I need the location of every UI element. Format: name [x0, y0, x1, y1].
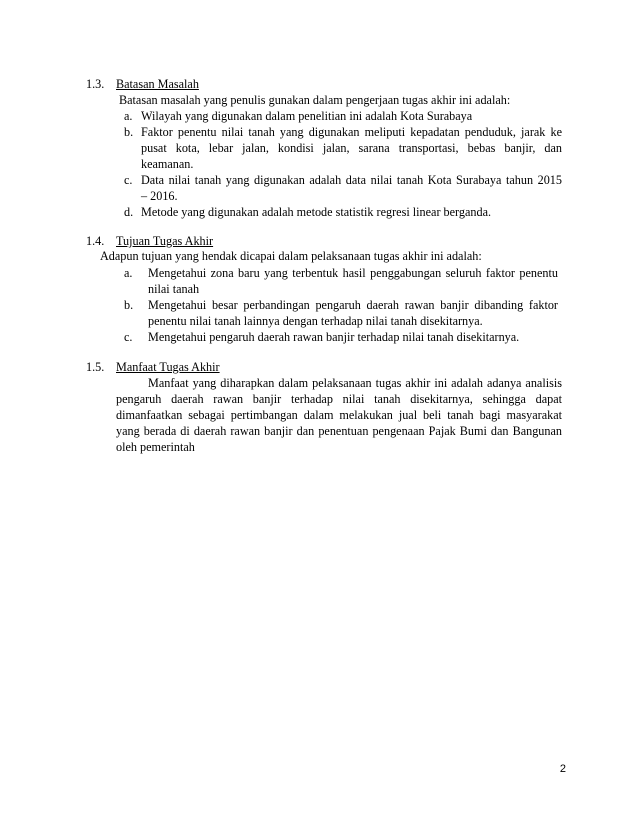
section-intro: Batasan masalah yang penulis gunakan dalam pengerjaan tugas akhir ini adalah:: [119, 93, 511, 107]
section-heading: Tujuan Tugas Akhir: [116, 234, 214, 248]
section-number: 1.4.: [86, 234, 105, 248]
section-number: 1.3.: [86, 77, 105, 91]
list-item-text: Mengetahui zona baru yang terbentuk hasil penggabungan seluruh faktor penentu: [148, 266, 558, 280]
list-item-text: Mengetahui besar perbandingan pengaruh daerah rawan banjir dibanding faktor: [148, 298, 558, 312]
list-item-label: d.: [124, 205, 134, 219]
section-heading: Batasan Masalah: [116, 77, 199, 91]
paragraph-line: pengaruh daerah rawan banjir terhadap nilai tanah disekitarnya, sehingga dapat: [116, 392, 562, 406]
list-item-text: pusat kota, lebar jalan, kondisi jalan, sarana transportasi, bebas banjir, dan: [141, 141, 562, 155]
list-item-text: Data nilai tanah yang digunakan adalah data nilai tanah Kota Surabaya tahun 2015: [141, 173, 562, 187]
section-intro: Adapun tujuan yang hendak dicapai dalam pelaksanaan tugas akhir ini adalah:: [100, 249, 482, 263]
list-item-text: Mengetahui pengaruh daerah rawan banjir terhadap nilai tanah disekitarnya.: [148, 330, 520, 344]
paragraph-line: oleh pemerintah: [116, 440, 195, 454]
list-item-text: nilai tanah: [148, 282, 200, 296]
page-number: 2: [559, 763, 566, 775]
list-item-label: c.: [124, 173, 133, 187]
list-item-text: keamanan.: [141, 157, 194, 171]
paragraph-line: yang berada di daerah rawan banjir dan penentuan pengenaan Pajak Bumi dan Bangunan: [116, 424, 562, 438]
list-item-text: Faktor penentu nilai tanah yang digunakan meliputi kepadatan penduduk, jarak ke: [141, 125, 562, 139]
list-item-label: b.: [124, 298, 134, 312]
list-item-label: a.: [124, 266, 133, 280]
section-heading: Manfaat Tugas Akhir: [116, 360, 220, 374]
section-number: 1.5.: [86, 360, 105, 374]
list-item-label: c.: [124, 330, 133, 344]
paragraph-line: dimanfaatkan sebagai pertimbangan dalam melakukan jual beli tanah bagi masyarakat: [116, 408, 562, 422]
list-item-text: penentu nilai tanah lainnya dengan terhadap nilai tanah disekitarnya.: [148, 314, 483, 328]
list-item-text: – 2016.: [141, 189, 178, 203]
paragraph-line: Manfaat yang diharapkan dalam pelaksanaan tugas akhir ini adalah adanya analisis: [148, 376, 562, 390]
list-item-label: a.: [124, 109, 133, 123]
list-item-text: Wilayah yang digunakan dalam penelitian ini adalah Kota Surabaya: [141, 109, 473, 123]
list-item-label: b.: [124, 125, 134, 139]
list-item-text: Metode yang digunakan adalah metode statistik regresi linear berganda.: [141, 205, 492, 219]
